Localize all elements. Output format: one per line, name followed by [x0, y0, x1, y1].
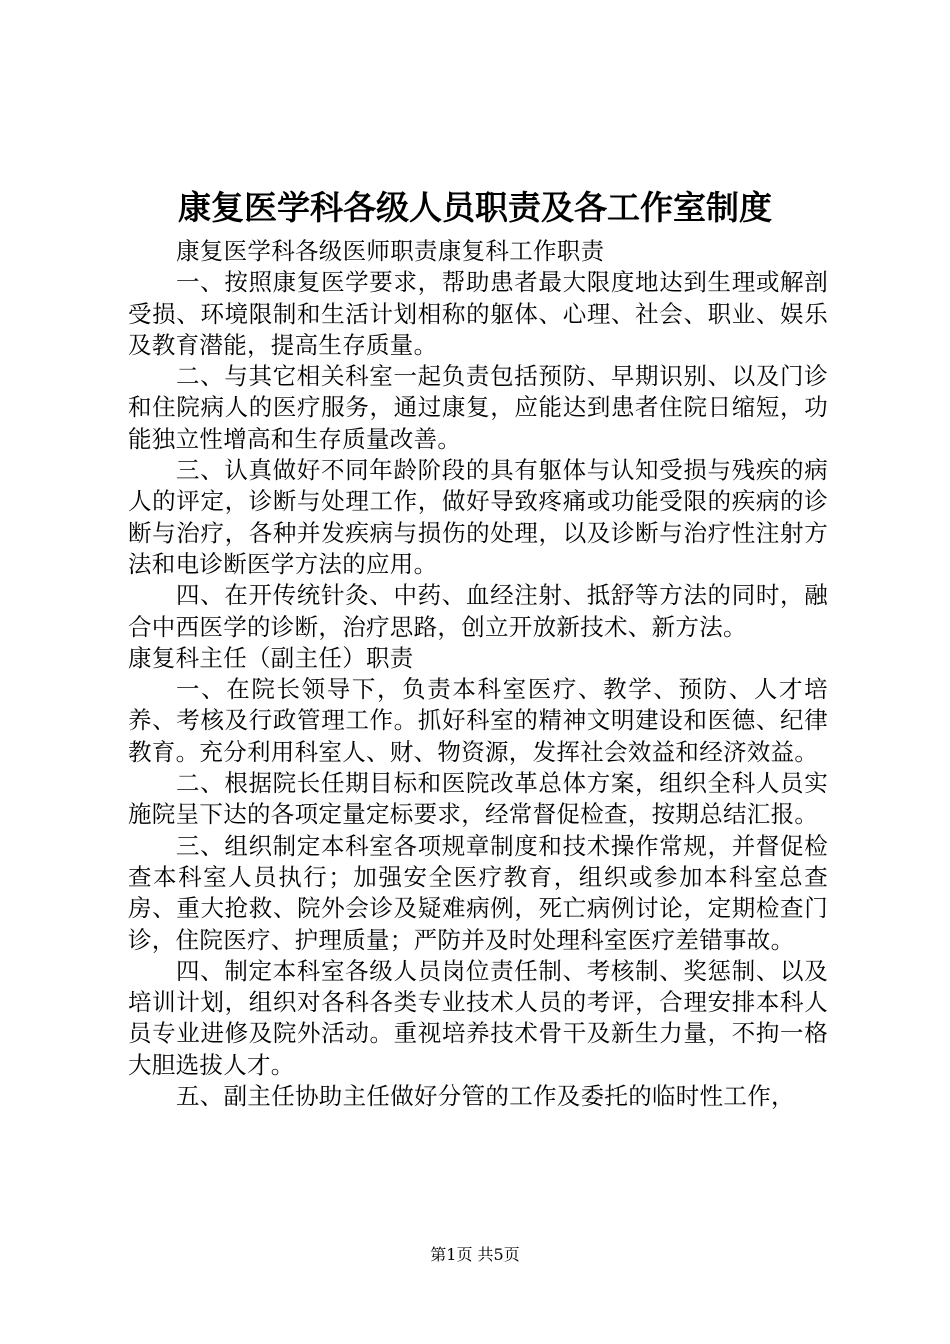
paragraph: 一、按照康复医学要求，帮助患者最大限度地达到生理或解剖受损、环境限制和生活计划相称的躯体、心理、社会、职业、娱乐及教育潜能，提高生存质量。: [128, 268, 828, 359]
document-body: [128, 236, 828, 1112]
paragraph: 五、副主任协助主任做好分管的工作及委托的临时性工作，: [176, 1082, 795, 1111]
paragraph: 二、与其它相关科室一起负责包括预防、早期识别、以及门诊和住院病人的医疗服务，通过康复，应能达到患者住院日缩短，功能独立性增高和生存质量改善。: [128, 362, 828, 453]
paragraph: 一、在院长领导下，负责本科室医疗、教学、预防、人才培养、考核及行政管理工作。抓好科室的精神文明建设和医德、纪律教育。充分利用科室人、财、物资源，发挥社会效益和经济效益。: [128, 675, 828, 766]
paragraph: 康复医学科各级医师职责康复科工作职责: [176, 237, 605, 265]
page-footer: 第1页 共5页: [430, 1245, 520, 1264]
section-heading: 康复科主任（副主任）职责: [128, 643, 414, 672]
paragraph: 三、组织制定本科室各项规章制度和技术操作常规，并督促检查本科室人员执行；加强安全医疗教育，组织或参加本科室总查房、重大抢救、院外会诊及疑难病例，死亡病例讨论，定期检查门诊，住院医疗、护理质量；严防并及时处理科室医疗差错事故。: [128, 831, 828, 954]
paragraph: 三、认真做好不同年龄阶段的具有躯体与认知受损与残疾的病人的评定，诊断与处理工作，做好导致疼痛或功能受限的疾病的诊断与治疗，各种并发疾病与损伤的处理，以及诊断与治疗性注射方法和电诊断医学方法的应用。: [128, 456, 828, 578]
paragraph: 四、制定本科室各级人员岗位责任制、考核制、奖惩制、以及培训计划，组织对各科各类专业技术人员的考评，合理安排本科人员专业进修及院外活动。重视培养技术骨干及新生力量，不拘一格大胆选拔人才。: [128, 956, 828, 1079]
paragraph: 二、根据院长任期目标和医院改革总体方案，组织全科人员实施院呈下达的各项定量定标要求，经常督促检查，按期总结汇报。: [128, 769, 828, 829]
document-title: 康复医学科各级人员职责及各工作室制度: [178, 188, 772, 227]
paragraph: 四、在开传统针灸、中药、血经注射、抵舒等方法的同时，融合中西医学的诊断，治疗思路，创立开放新技术、新方法。: [128, 581, 828, 641]
